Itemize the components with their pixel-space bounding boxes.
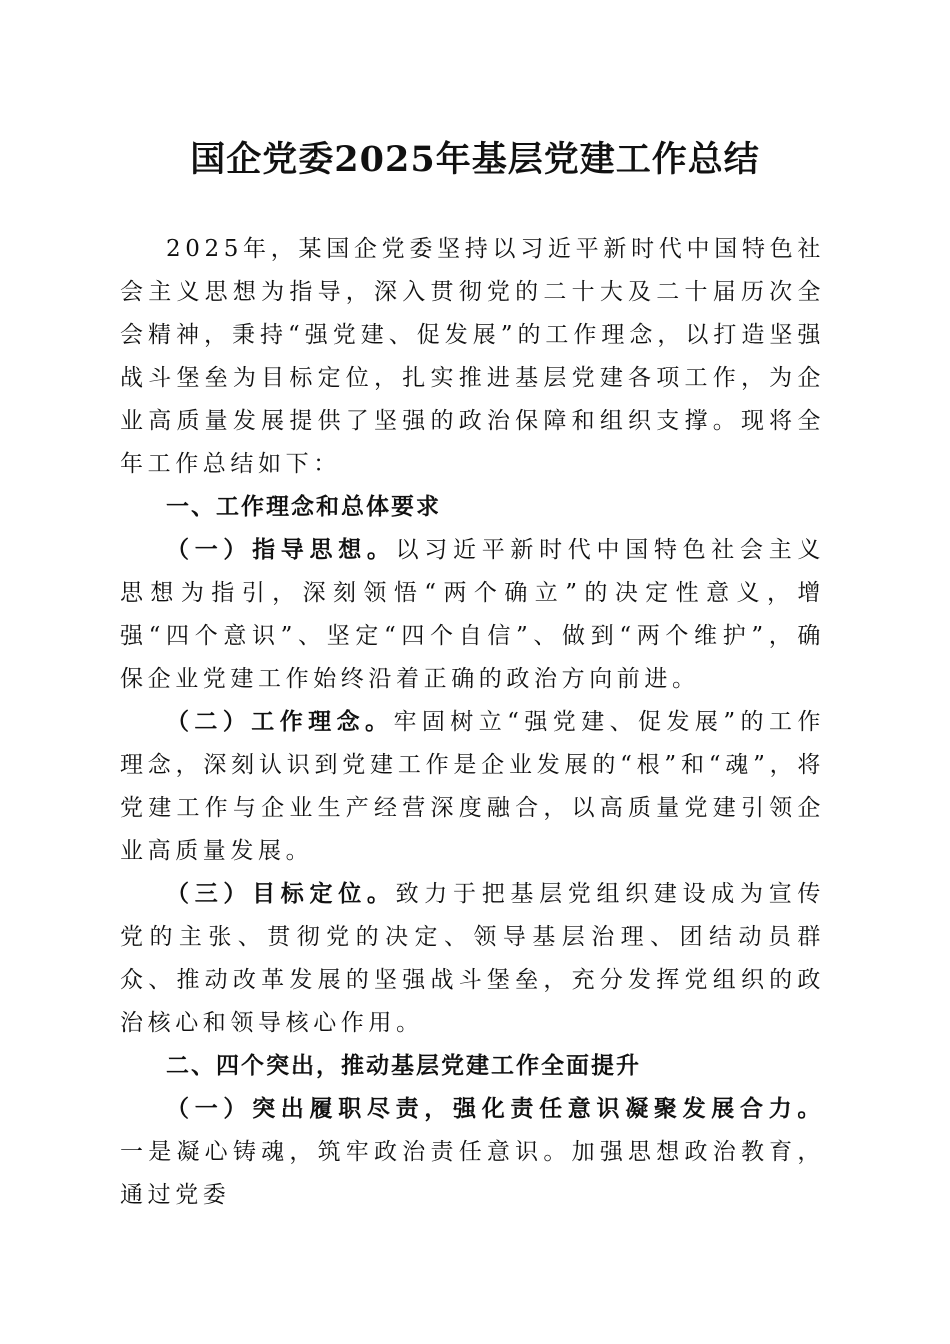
section-2-item-1-lead: （一）突出履职尽责，强化责任意识凝聚发展合力。 <box>166 1096 825 1122</box>
section-2-item-1 <box>120 1088 825 1217</box>
intro-paragraph: 2025年，某国企党委坚持以习近平新时代中国特色社会主义思想为指导，深入贯彻党的二十大及二十届历次全会精神，秉持“强党建、促发展”的工作理念，以打造坚强战斗堡垒为目标定位，扎实推进基层党建各项工作，为企业高质量发展提供了坚强的政治保障和组织支撑。现将全年工作总结如下： <box>120 236 825 477</box>
section-2-heading: 二、四个突出，推动基层党建工作全面提升 <box>166 1053 641 1079</box>
section-1-item-1-text: 以习近平新时代中国特色社会主义思想为指引，深刻领悟“两个确立”的决定性意义，增强“四个意识”、坚定“四个自信”、做到“两个维护”，确保企业党建工作始终沿着正确的政治方向前进。 <box>120 537 826 692</box>
section-1-item-1-lead: （一）指导思想。 <box>166 537 396 563</box>
section-1-item-3-text: 致力于把基层党组织建设成为宣传党的主张、贯彻党的决定、领导基层治理、团结动员群众、推动改革发展的坚强战斗堡垒，充分发挥党组织的政治核心和领导核心作用。 <box>120 881 826 1036</box>
section-1-item-1 <box>120 529 825 701</box>
section-1-item-2-text: 牢固树立“强党建、促发展”的工作理念，深刻认识到党建工作是企业发展的“根”和“魂”，将党建工作与企业生产经营深度融合，以高质量党建引领企业高质量发展。 <box>120 709 825 864</box>
document-title: 国企党委2025年基层党建工作总结 <box>190 139 760 180</box>
section-2-item-1-text: 一是凝心铸魂，筑牢政治责任意识。加强思想政治教育，通过党委 <box>120 1139 825 1208</box>
section-1-item-3-lead: （三）目标定位。 <box>166 881 396 907</box>
section-1-item-3 <box>120 873 825 1045</box>
section-1-item-2 <box>120 701 825 873</box>
section-1-item-2-lead: （二）工作理念。 <box>166 709 394 735</box>
document-body <box>120 228 825 1217</box>
section-1-heading: 一、工作理念和总体要求 <box>166 494 441 520</box>
